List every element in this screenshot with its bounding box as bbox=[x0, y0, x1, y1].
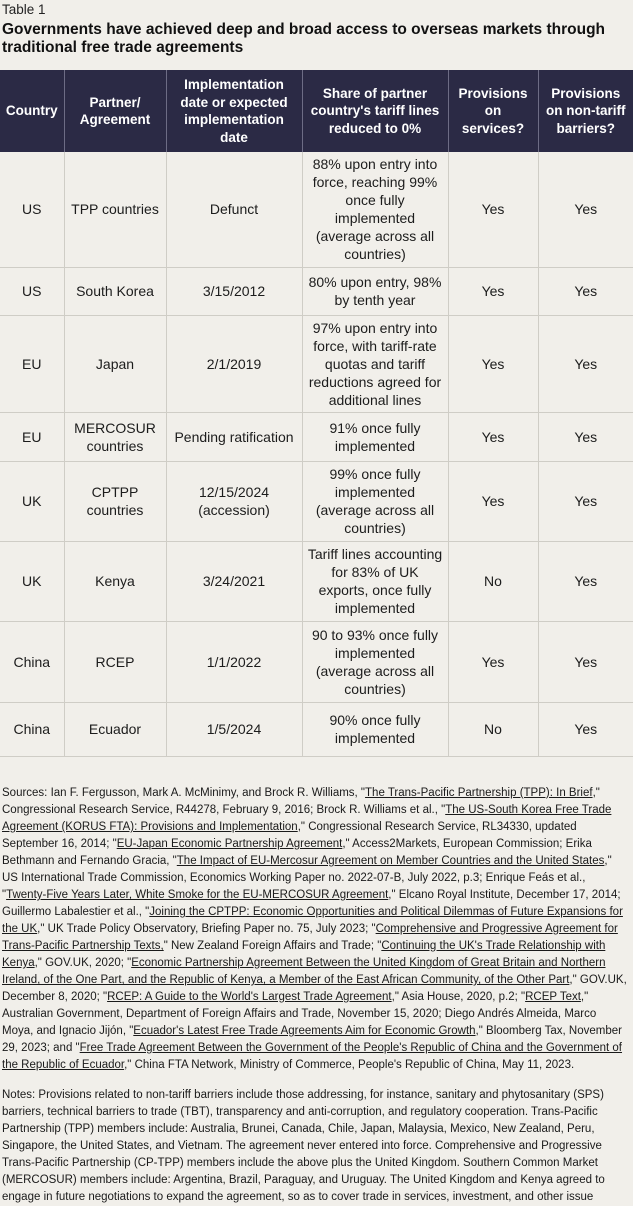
cell-services: Yes bbox=[448, 461, 538, 541]
cell-date: Pending ratification bbox=[166, 412, 302, 461]
source-link[interactable]: RCEP: A Guide to the World's Largest Trade Agreement bbox=[107, 991, 392, 1003]
sources-text: " New Zealand Foreign Affairs and Trade; " bbox=[163, 940, 382, 952]
table-title: Governments have achieved deep and broad access to overseas markets through traditional free trade agreements bbox=[2, 21, 606, 56]
cell-services: No bbox=[448, 702, 538, 756]
source-link[interactable]: Comprehensive and Progressive Agreement for Trans-Pacific Partnership Texts, bbox=[2, 923, 618, 952]
cell-non-tariff: Yes bbox=[538, 541, 633, 621]
source-link[interactable]: The US-South Korea Free Trade Agreement (KORUS FTA): Provisions and Implementation bbox=[2, 804, 612, 833]
sources-text: ," Asia House, 2020, p.2; " bbox=[391, 991, 526, 1003]
header-implementation-date: Implementation date or expected implementation date bbox=[166, 70, 302, 152]
table-header-row bbox=[0, 70, 633, 152]
table-row bbox=[0, 315, 633, 412]
cell-country: UK bbox=[0, 541, 64, 621]
source-link[interactable]: RCEP Text bbox=[525, 991, 581, 1003]
cell-non-tariff: Yes bbox=[538, 702, 633, 756]
source-link[interactable]: The Impact of EU-Mercosur Agreement on Member Countries and the United States bbox=[176, 855, 605, 867]
cell-partner: RCEP bbox=[64, 621, 166, 702]
source-link[interactable]: Joining the CPTPP: Economic Opportunities and Political Dilemmas of Future Expansions for the UK bbox=[2, 906, 623, 935]
table-row bbox=[0, 541, 633, 621]
cell-tariff-share: 90% once fully implemented bbox=[302, 702, 448, 756]
header-services: Provisions on services? bbox=[448, 70, 538, 152]
cell-non-tariff: Yes bbox=[538, 315, 633, 412]
sources-text: ," Bloomberg Tax, November 29, 2023; and " bbox=[2, 1025, 622, 1054]
sources-paragraph bbox=[2, 785, 630, 1074]
cell-tariff-share: 90 to 93% once fully implemented (average across all countries) bbox=[302, 621, 448, 702]
table-row bbox=[0, 267, 633, 315]
cell-country: EU bbox=[0, 412, 64, 461]
table-row bbox=[0, 621, 633, 702]
cell-date: Defunct bbox=[166, 152, 302, 267]
sources-text: ," Congressional Research Service, R44278, February 9, 2016; Brock R. Williams et al., " bbox=[2, 787, 600, 816]
notes-paragraph: Notes: Provisions related to non-tariff barriers include those addressing, for instance, sanitary and phytosanitary (SPS) barriers, technical barriers to trade (TBT), transparency and anti-corruption, and regulatory cooperation. Trans-Pacific Partnership (TPP) members include: Australia, Brunei, Canada, Chile, Japan, Malaysia, Mexico, New Zealand, Peru, Singapore, the United States, and Vietnam. The agreement never entered into force. Comprehensive and Progressive Trans-Pacific Partnership (CP-TPP) members include the above plus the United Kingdom. Southern Common Market (MERCOSUR) members include: Argentina, Brazil, Paraguay, and Uruguay. The United Kingdom and Kenya agreed to engage in future negotiations to expand the agreement, so as to cover trade in services, investment, and other issue bbox=[2, 1089, 605, 1203]
table-row bbox=[0, 152, 633, 267]
sources-text: ," Australian Government, Department of Foreign Affairs and Trade, November 15, 2020; Diego Andrés Almeida, Marco Moya, and Ignacio Jijón, " bbox=[2, 991, 597, 1037]
sources-text: ," UK Trade Policy Observatory, Briefing Paper no. 75, July 2023; " bbox=[37, 923, 376, 935]
sources-text: ," Congressional Research Service, RL34330, updated September 16, 2014; " bbox=[2, 821, 577, 850]
cell-tariff-share: 88% upon entry into force, reaching 99% once fully implemented (average across all countries) bbox=[302, 152, 448, 267]
cell-tariff-share: 91% once fully implemented bbox=[302, 412, 448, 461]
header-tariff-share: Share of partner country's tariff lines reduced to 0% bbox=[302, 70, 448, 152]
cell-tariff-share: 80% upon entry, 98% by tenth year bbox=[302, 267, 448, 315]
sources-text: ," GOV.UK, December 8, 2020; " bbox=[2, 974, 627, 1003]
cell-country: EU bbox=[0, 315, 64, 412]
source-link[interactable]: Economic Partnership Agreement Between the United Kingdom of Great Britain and Northern Ireland, of the One Part, and the Republic of Kenya, a Member of the East African Community, of the Other Part bbox=[2, 957, 606, 986]
header-non-tariff: Provisions on non-tariff barriers? bbox=[538, 70, 633, 152]
cell-country: US bbox=[0, 152, 64, 267]
source-link[interactable]: Twenty-Five Years Later, White Smoke for the EU-MERCOSUR Agreement bbox=[6, 889, 389, 901]
cell-non-tariff: Yes bbox=[538, 621, 633, 702]
cell-country: US bbox=[0, 267, 64, 315]
sources-text: ," Access2Markets, European Commission; Erika Bethmann and Fernando Gracia, " bbox=[2, 838, 592, 867]
table-row bbox=[0, 412, 633, 461]
cell-services: Yes bbox=[448, 315, 538, 412]
table-row bbox=[0, 702, 633, 756]
cell-partner: Ecuador bbox=[64, 702, 166, 756]
sources-text: ," Elcano Royal Institute, December 17, 2014; Guillermo Labalestier et al., " bbox=[2, 889, 621, 918]
cell-non-tariff: Yes bbox=[538, 461, 633, 541]
cell-partner: TPP countries bbox=[64, 152, 166, 267]
cell-non-tariff: Yes bbox=[538, 267, 633, 315]
cell-non-tariff: Yes bbox=[538, 152, 633, 267]
source-link[interactable]: The Trans-Pacific Partnership (TPP): In Brief bbox=[365, 787, 593, 799]
source-link[interactable]: EU-Japan Economic Partnership Agreement bbox=[116, 838, 343, 850]
sources-text: ," US International Trade Commission, Economics Working Paper no. 2022-07-B, July 2022, p.3; Enrique Feás et al., " bbox=[2, 855, 612, 901]
cell-country: UK bbox=[0, 461, 64, 541]
sources-text: ," GOV.UK, 2020; " bbox=[34, 957, 132, 969]
header-country: Country bbox=[0, 70, 64, 152]
table-label: Table 1 bbox=[2, 2, 46, 17]
cell-tariff-share: 97% upon entry into force, with tariff-rate quotas and tariff reductions agreed for additional lines bbox=[302, 315, 448, 412]
cell-services: Yes bbox=[448, 152, 538, 267]
cell-services: Yes bbox=[448, 267, 538, 315]
header-partner-agreement: Partner/ Agreement bbox=[64, 70, 166, 152]
source-link[interactable]: Continuing the UK's Trade Relationship with Kenya bbox=[2, 940, 606, 969]
cell-partner: Japan bbox=[64, 315, 166, 412]
cell-services: Yes bbox=[448, 621, 538, 702]
cell-partner: CPTPP countries bbox=[64, 461, 166, 541]
sources-text: Sources: Ian F. Fergusson, Mark A. McMinimy, and Brock R. Williams, " bbox=[2, 787, 366, 799]
cell-country: China bbox=[0, 621, 64, 702]
cell-partner: South Korea bbox=[64, 267, 166, 315]
cell-partner: Kenya bbox=[64, 541, 166, 621]
cell-date: 12/15/2024 (accession) bbox=[166, 461, 302, 541]
cell-tariff-share: Tariff lines accounting for 83% of UK exports, once fully implemented bbox=[302, 541, 448, 621]
cell-date: 1/5/2024 bbox=[166, 702, 302, 756]
cell-date: 3/24/2021 bbox=[166, 541, 302, 621]
cell-partner: MERCOSUR countries bbox=[64, 412, 166, 461]
cell-non-tariff: Yes bbox=[538, 412, 633, 461]
cell-tariff-share: 99% once fully implemented (average across all countries) bbox=[302, 461, 448, 541]
source-link[interactable]: Free Trade Agreement Between the Government of the People's Republic of China and the Government of the Republic of Ecuador bbox=[2, 1042, 623, 1071]
cell-date: 3/15/2012 bbox=[166, 267, 302, 315]
sources-text: ," China FTA Network, Ministry of Commerce, People's Republic of China, May 11, 2023. bbox=[124, 1059, 575, 1071]
fta-table bbox=[0, 70, 633, 757]
cell-services: Yes bbox=[448, 412, 538, 461]
cell-date: 1/1/2022 bbox=[166, 621, 302, 702]
source-link[interactable]: Ecuador's Latest Free Trade Agreements Aim for Economic Growth bbox=[133, 1025, 476, 1037]
cell-services: No bbox=[448, 541, 538, 621]
cell-date: 2/1/2019 bbox=[166, 315, 302, 412]
table-row bbox=[0, 461, 633, 541]
cell-country: China bbox=[0, 702, 64, 756]
